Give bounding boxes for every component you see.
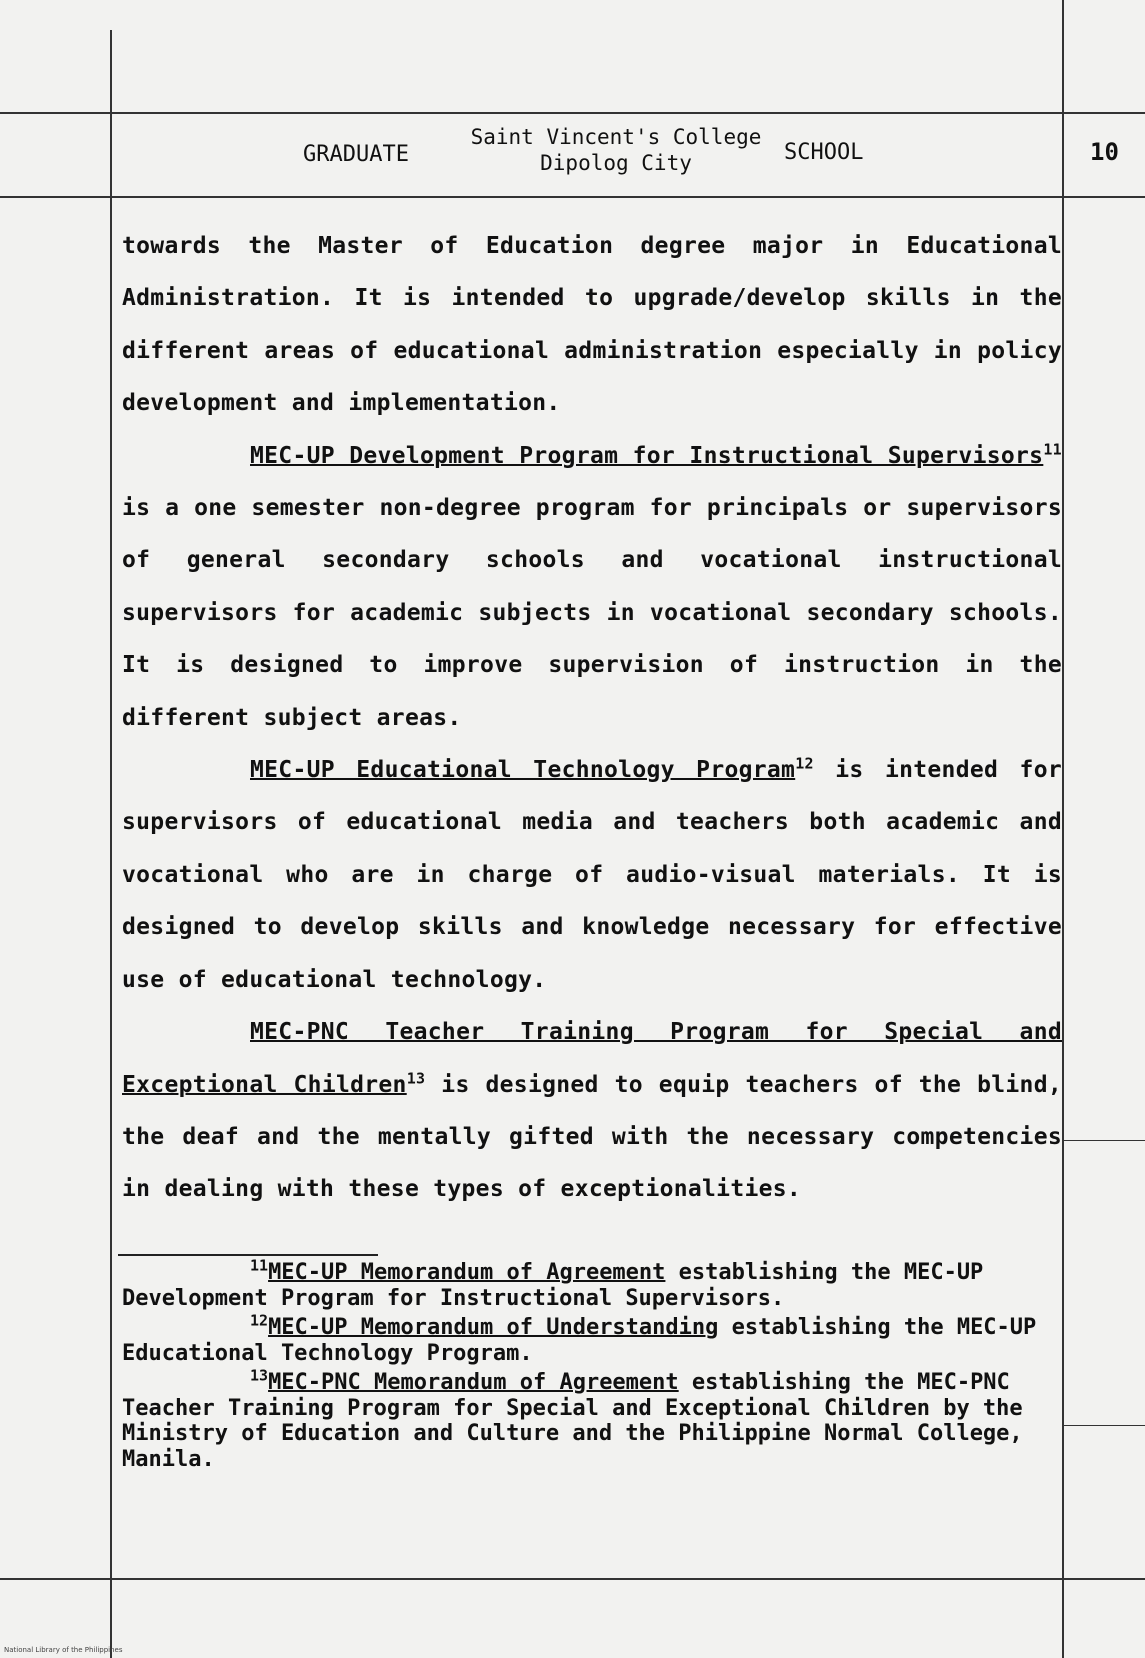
footnote-ref: 13: [406, 1068, 426, 1087]
header-bottom-line: [0, 196, 1145, 198]
left-margin-line: [110, 30, 112, 1658]
footnote-text: establishing the MEC-UP Development Program for Instructional Supervisors.: [122, 1260, 984, 1311]
page-header: [110, 112, 1062, 196]
footnote-separator: [118, 1254, 378, 1256]
header-city: Dipolog City: [540, 151, 692, 175]
paragraph-text: is designed to equip teachers of the blind, the deaf and the mentally gifted with the necessary competencies in dealing with these types of exceptionalities.: [122, 1071, 1062, 1203]
footnote-title: MEC-UP Memorandum of Understanding: [268, 1315, 719, 1340]
footnote-12: [122, 1311, 1062, 1366]
right-margin-line: [1062, 0, 1064, 1658]
program-title: MEC-PNC Teacher Training Program for Special and Exceptional Children: [122, 1019, 1062, 1098]
footer-line: [0, 1578, 1145, 1580]
scan-credit: National Library of the Philippines: [4, 1646, 123, 1654]
footnote-number: 11: [250, 1256, 269, 1275]
paragraph-text: is a one semester non-degree program for principals or supervisors of general secondary schools and vocational instructional supervisors for academic subjects in vocational secondary schools. It is designed to improve supervision of instruction in the different subject areas.: [122, 495, 1062, 731]
footnote-title: MEC-PNC Memorandum of Agreement: [268, 1370, 679, 1395]
footnote-13: [122, 1366, 1062, 1472]
paragraph-3: [122, 744, 1062, 1006]
paragraph-2: [122, 430, 1062, 744]
footnote-ref: 11: [1043, 439, 1062, 458]
footnote-title: MEC-UP Memorandum of Agreement: [268, 1260, 666, 1285]
margin-mark: [1062, 1140, 1145, 1141]
paragraph-text: is intended for supervisors of educational media and teachers both academic and vocational who are in charge of audio-visual materials. It is designed to develop skills and knowledge necessary for effective use of educational technology.: [122, 757, 1062, 993]
footnote-number: 12: [250, 1311, 269, 1330]
footnote-text: establishing the MEC-PNC Teacher Training Program for Special and Exceptional Children by the Ministry of Education and Culture and the Philippine Normal College, Manila.: [122, 1370, 1023, 1472]
header-school: SCHOOL: [784, 140, 864, 165]
footnote-ref: 12: [795, 754, 814, 773]
header-college-name: Saint Vincent's College: [470, 125, 762, 149]
program-title: MEC-UP Development Program for Instructional Supervisors: [250, 442, 1044, 469]
footnote-text: establishing the MEC-UP Educational Technology Program.: [122, 1315, 1037, 1366]
margin-mark: [1062, 1425, 1145, 1426]
paragraph-1: towards the Master of Education degree major in Educational Administration. It is intended to upgrade/develop skills in the different areas of educational administration especially in policy development and implementation.: [122, 233, 1062, 417]
footnotes: [122, 1256, 1062, 1476]
footnote-11: [122, 1256, 1062, 1311]
body-text: [122, 220, 1062, 1216]
header-institution: [466, 124, 766, 176]
paragraph-4: [122, 1006, 1062, 1216]
program-title: MEC-UP Educational Technology Program: [250, 757, 796, 784]
page-number: 10: [1090, 138, 1119, 166]
header-graduate: GRADUATE: [303, 142, 409, 167]
footnote-number: 13: [250, 1366, 269, 1385]
